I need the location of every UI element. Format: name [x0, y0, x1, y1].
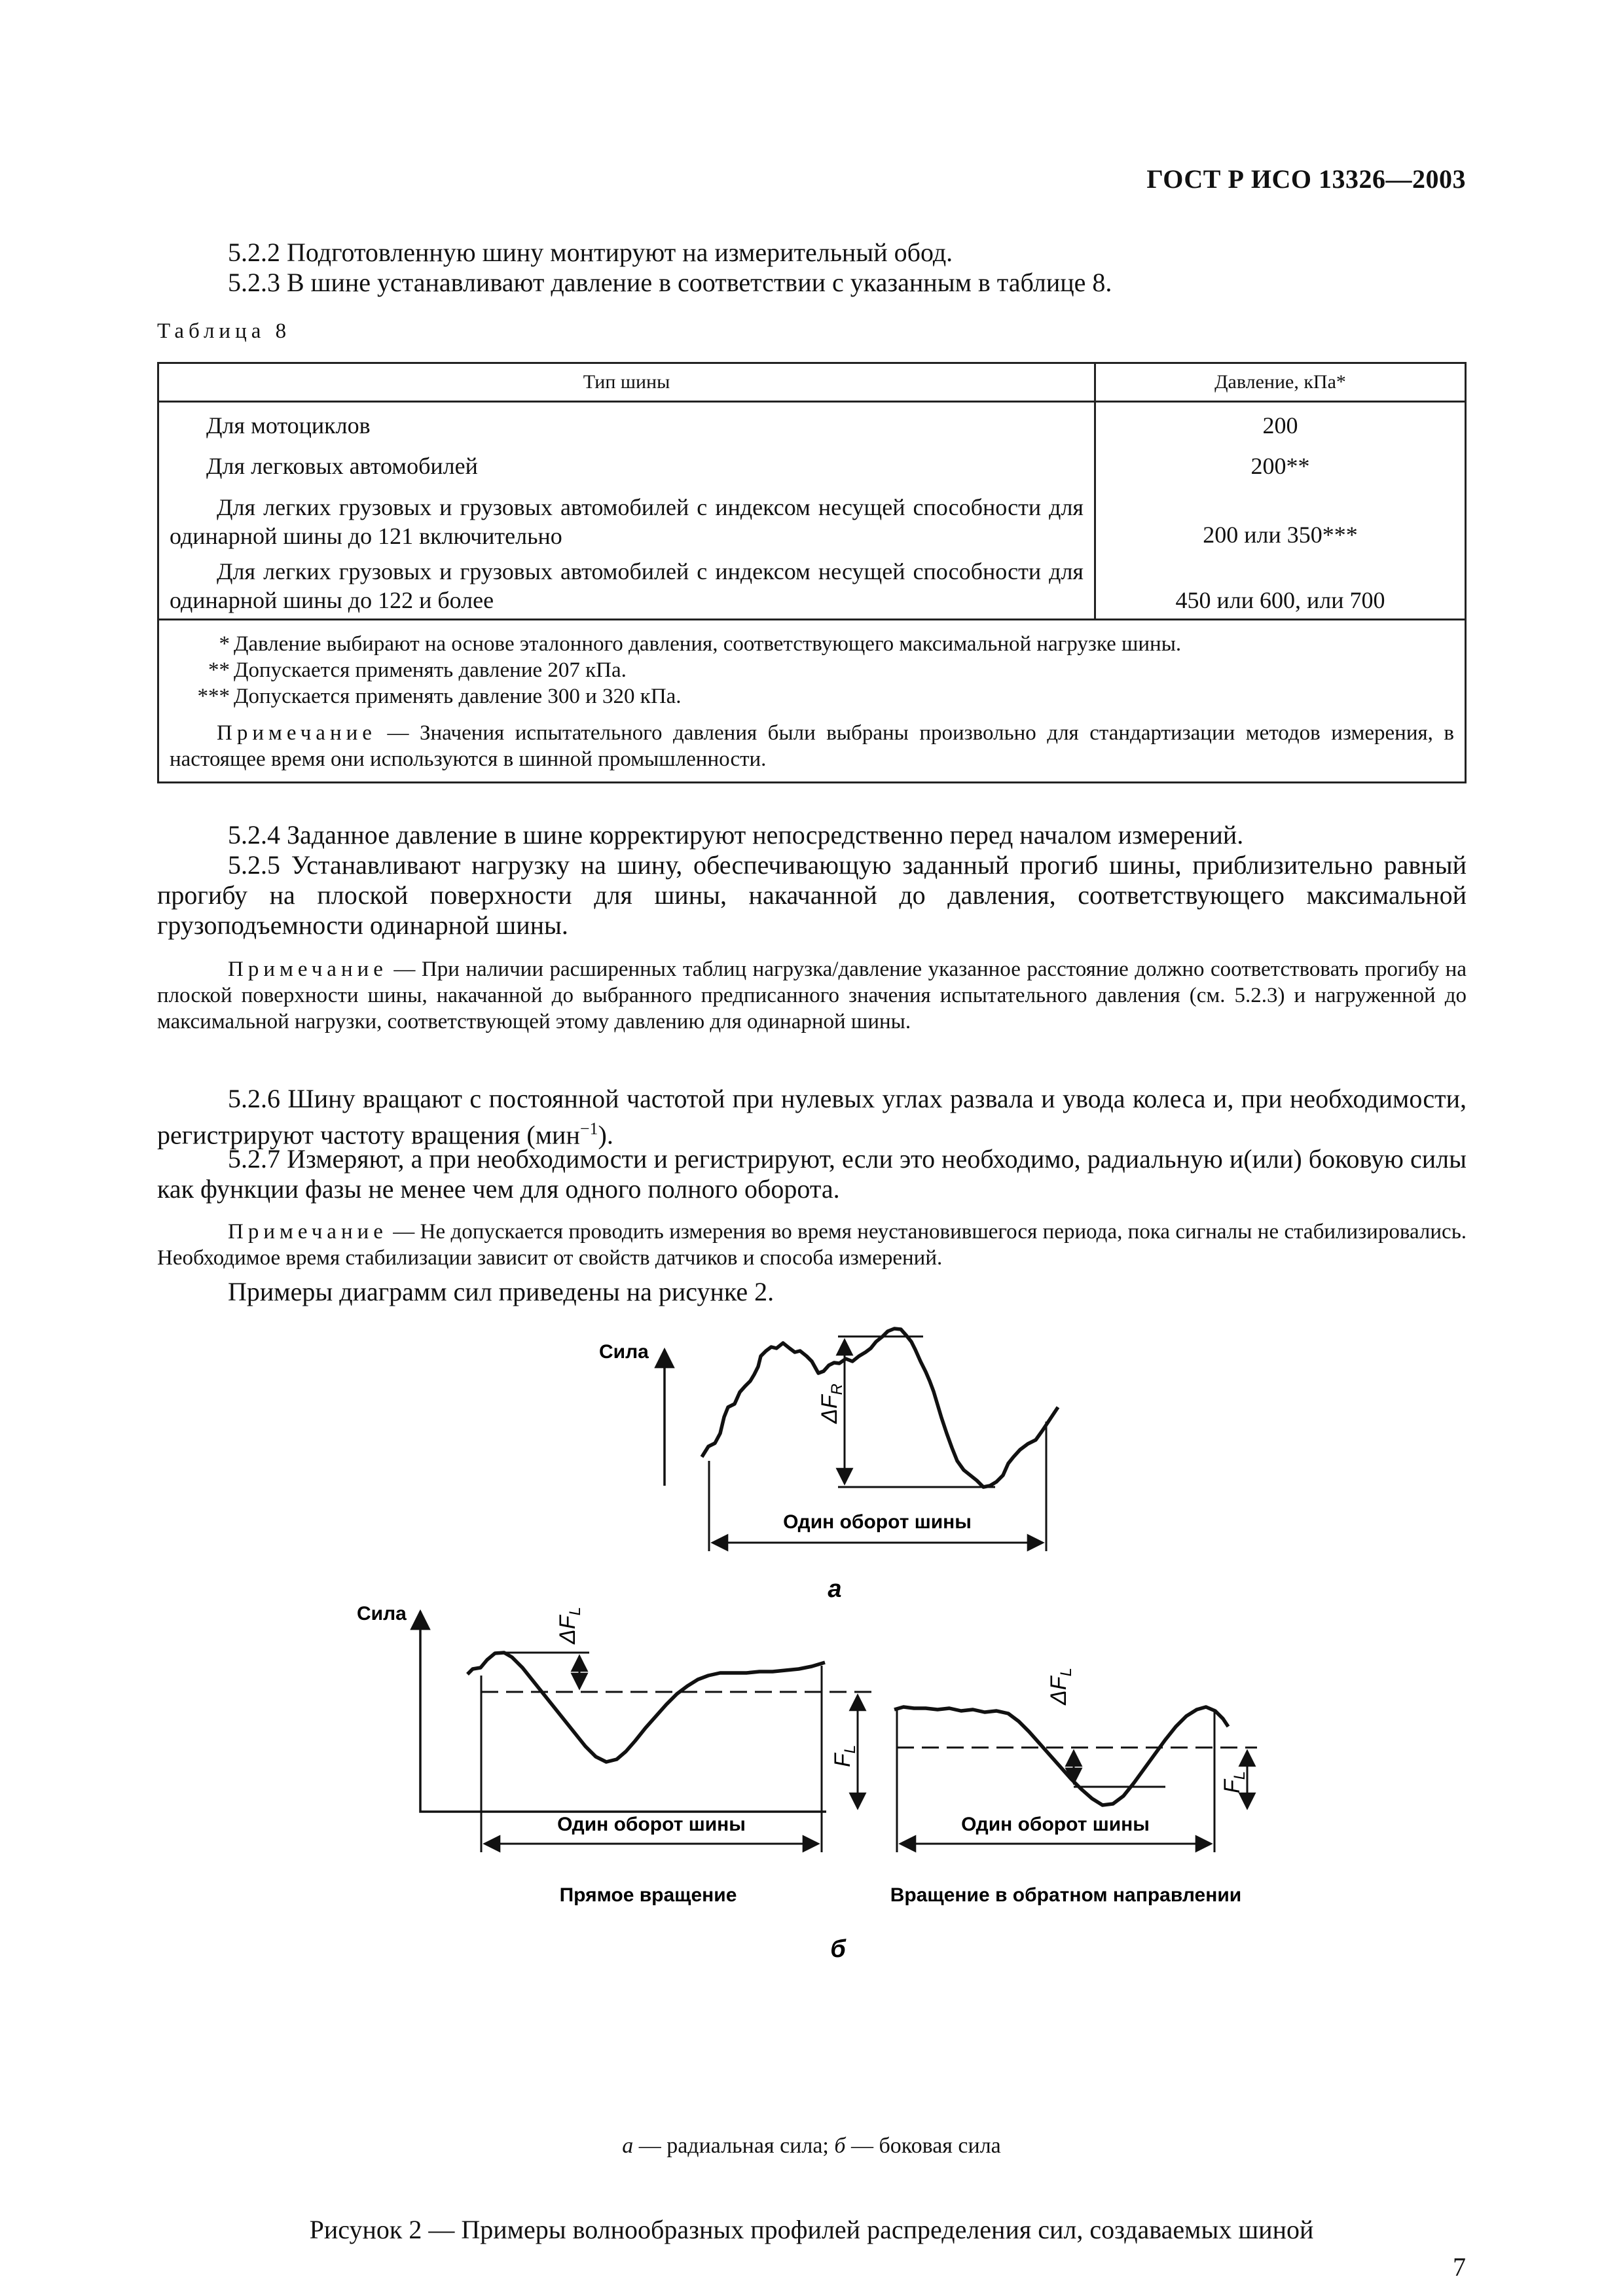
note-label: Примечание — [228, 1220, 388, 1244]
diagram-label-b: б — [830, 1935, 846, 1963]
rev-label-reverse: Один оборот шины — [961, 1814, 1150, 1835]
lateral-force-curve-forward — [467, 1653, 825, 1762]
footnote-mark: * — [219, 632, 230, 656]
cell-pressure: 200 — [1095, 402, 1466, 446]
paragraph-5-2-5: 5.2.5 Устанавливают нагрузку на шину, обеспечивающую заданный прогиб шины, приблизительно равный прогибу на плоской поверхности для шины, накачанной до давления, соответствующего максимальной грузоподъемности одинарной шины. — [157, 850, 1467, 940]
diagram-b — [357, 1603, 1257, 1963]
diagram-a — [599, 1329, 1058, 1603]
radial-force-curve — [702, 1329, 1058, 1487]
lateral-force-curve-reverse — [894, 1707, 1228, 1805]
y-axis-label-a: Сила — [599, 1341, 649, 1363]
subcaption-b: б — [834, 2134, 846, 2158]
document-header: ГОСТ Р ИСО 13326—2003 — [1146, 164, 1466, 194]
cell-pressure: 200 или 350*** — [1095, 486, 1466, 550]
note-text: — При наличии расширенных таблиц нагрузка/давление указанное расстояние должно соответствовать прогибу на плоской поверхности шины, накачанной до выбранного предписанного значения испытательного давления (см. 5.2.3) и нагруженной до максимальной нагрузки, соответствующей этому давлению для одинарной шины. — [157, 958, 1467, 1033]
cell-tire-type: Для легких грузовых и грузовых автомобилей с индексом несущей способности для одинарной шины до 122 и более — [158, 550, 1095, 620]
figure-subcaption — [0, 2134, 1623, 2159]
rev-label-forward: Один оборот шины — [557, 1814, 746, 1835]
delta-fl-text: $\Delta F_L$ — [555, 1607, 584, 1644]
paragraph-examples: Примеры диаграмм сил приведены на рисунке 2. — [228, 1277, 775, 1306]
fl-label-reverse — [1220, 1771, 1249, 1793]
table-caption: Таблица 8 — [157, 319, 291, 343]
col-header-pressure: Давление, кПа* — [1095, 363, 1466, 402]
footnote-text: Допускается применять давление 300 и 320 кПа. — [234, 685, 682, 708]
cell-tire-type: Для легковых автомобилей — [158, 446, 1095, 486]
delta-fl-text: $\Delta F_L$ — [1046, 1668, 1075, 1705]
reverse-caption: Вращение в обратном направлении — [890, 1884, 1242, 1906]
note-label: Примечание — [228, 958, 388, 981]
paragraph-text-end: ). — [598, 1120, 613, 1150]
paragraph-5-2-4: 5.2.4 Заданное давление в шине корректируют непосредственно перед началом измерений. — [228, 820, 1244, 850]
reverse-rotation — [890, 1668, 1257, 1906]
diagram-label-a: а — [828, 1575, 842, 1603]
cell-pressure: 450 или 600, или 700 — [1095, 550, 1466, 620]
cell-tire-type: Для легких грузовых и грузовых автомобилей с индексом несущей способности для одинарной шины до 121 включительно — [158, 486, 1095, 550]
fl-label-forward — [830, 1745, 859, 1767]
paragraph-5-2-7: 5.2.7 Измеряют, а при необходимости и регистрируют, если это необходимо, радиальную и(или) боковую силы как функции фазы не менее чем для одного полного оборота. — [157, 1144, 1467, 1204]
forward-caption: Прямое вращение — [559, 1884, 737, 1906]
footnote-text: Допускается применять давление 207 кПа. — [234, 658, 627, 682]
cell-tire-type: Для мотоциклов — [158, 402, 1095, 446]
delta-fl-label-reverse — [1046, 1668, 1075, 1706]
col-header-tire-type: Тип шины — [158, 363, 1095, 402]
paragraph-5-2-2: 5.2.2 Подготовленную шину монтируют на измерительный обод. — [228, 238, 953, 267]
note-text: — Не допускается проводить измерения во время неустановившегося периода, пока сигналы не стабилизировались. Необходимое время стабилизации зависит от свойств датчиков и способа измерений. — [157, 1220, 1467, 1270]
delta-fl-label-forward — [555, 1607, 584, 1645]
cell-pressure: 200** — [1095, 446, 1466, 486]
rev-label-a: Один оборот шины — [783, 1511, 972, 1533]
paragraph-text: 5.2.6 Шину вращают с постоянной частотой при нулевых углах развала и увода колеса и, при необходимости, регистрируют частоту вращения (мин — [157, 1084, 1467, 1150]
paragraph-5-2-3: 5.2.3 В шине устанавливают давление в соответствии с указанным в таблице 8. — [228, 268, 1112, 297]
superscript: −1 — [579, 1119, 598, 1138]
y-axis-label-b: Сила — [357, 1603, 407, 1624]
footnote-mark: ** — [208, 658, 230, 682]
page-number: 7 — [1453, 2252, 1466, 2282]
footnote-mark: *** — [197, 685, 230, 708]
note-label: Примечание — [217, 721, 376, 745]
forward-rotation — [467, 1607, 874, 1906]
figure-caption: Рисунок 2 — Примеры волнообразных профилей распределения сил, создаваемых шиной — [309, 2215, 1314, 2244]
footnote-text: Давление выбирают на основе эталонного давления, соответствующего максимальной нагрузке шины. — [234, 632, 1182, 656]
note-text: — Значения испытательного давления были выбраны произвольно для стандартизации методов измерения, в настоящее время они используются в шинной промышленности. — [170, 721, 1454, 771]
fl-text: $F_L$ — [1220, 1770, 1249, 1793]
subcaption-a: а — [622, 2134, 634, 2158]
subcaption-end: — боковая сила — [845, 2134, 1001, 2158]
delta-fr-text: $\Delta F_R$ — [817, 1384, 846, 1424]
subcaption-mid: — радиальная сила; — [633, 2134, 835, 2158]
fl-text: $F_L$ — [830, 1744, 859, 1767]
delta-fr-label — [817, 1384, 846, 1424]
